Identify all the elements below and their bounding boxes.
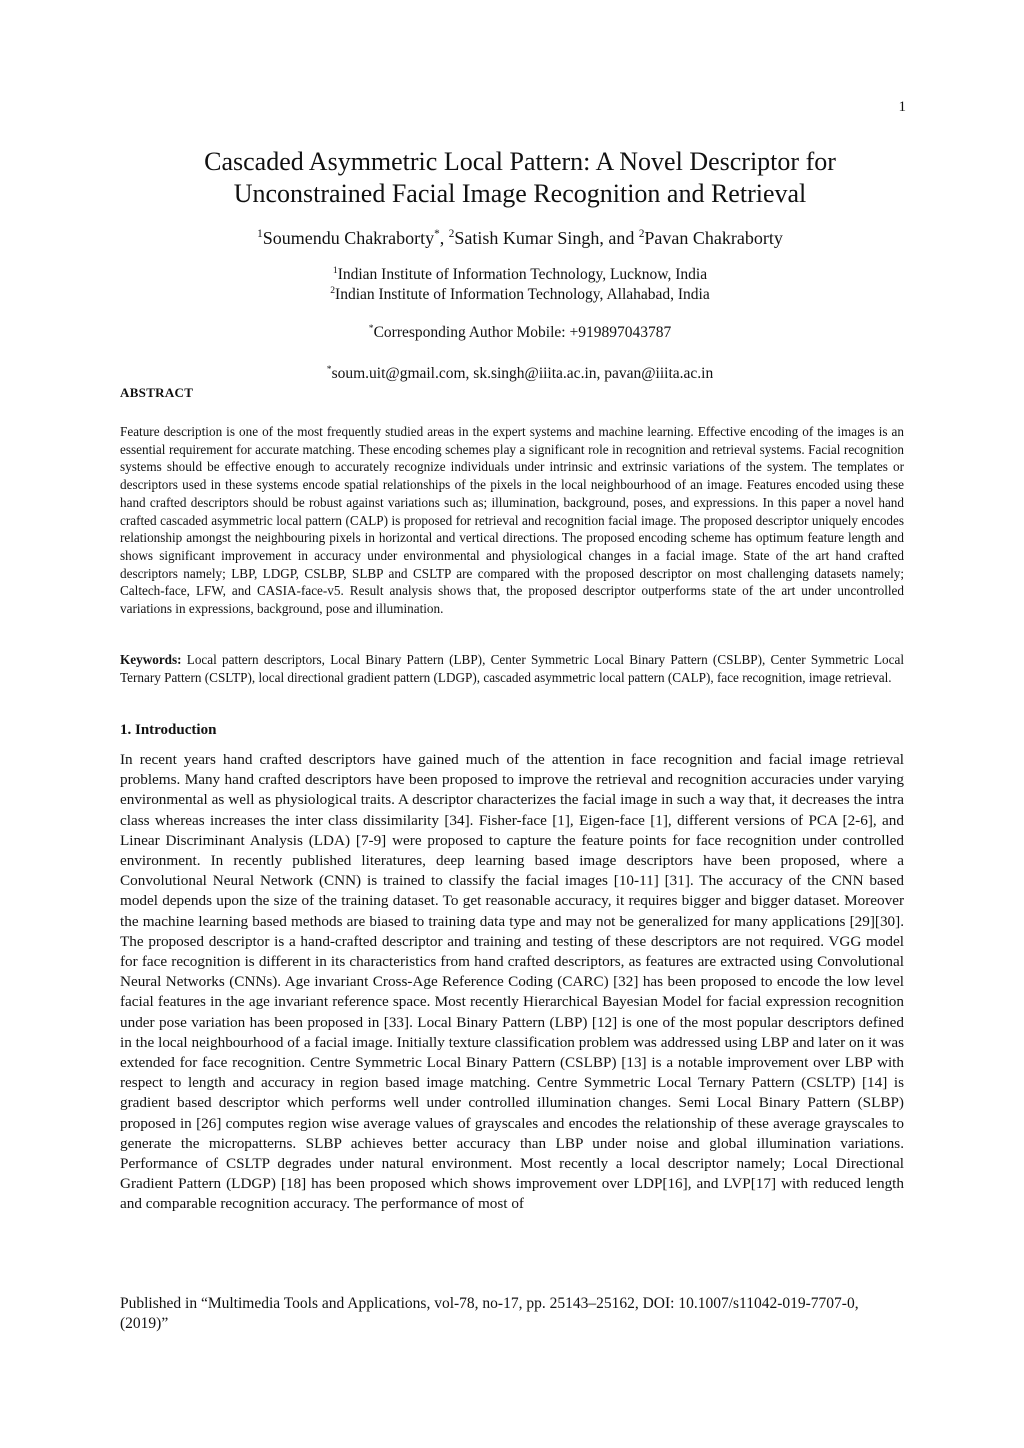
section-heading-introduction: 1. Introduction <box>120 722 217 738</box>
author-2-affil-mark: 2 <box>448 228 455 240</box>
introduction-text: In recent years hand crafted descriptors have gained much of the attention in face recognition and facial image retrieval problems. Many hand crafted descriptors have been proposed to improve the retrieval and recognition accuracies under varying environmental as well as physiological traits. A descriptor characterizes the facial image in such a way that, it decreases the intra class whereas increases the inter class dissimilarity [34]. Fisher-face [1], Eigen-face [1], different versions of PCA [2-6], and Linear Discriminant Analysis (LDA) [7-9] were proposed to capture the feature points for face recognition under controlled environment. In recently published literatures, deep learning based image descriptors have been proposed, where a Convolutional Neural Network (CNN) is trained to classify the facial images [10-11] [31]. The accuracy of the CNN based model depends upon the size of the training dataset. To get reasonable accuracy, it requires bigger and bigger dataset. Moreover the machine learning based methods are biased to training data type and may not be generalized for many applications [29][30]. The proposed descriptor is a hand-crafted descriptor and training and testing of these descriptors are not required. VGG model for face recognition is different in its characteristics from hand crafted descriptors, as features are extracted using Convolutional Neural Networks (CNNs). Age invariant Cross-Age Reference Coding (CARC) [32] has been proposed to encode the low level facial features in the age invariant reference space. Most recently Hierarchical Bayesian Model for facial expression recognition under pose variation has been proposed in [33]. Local Binary Pattern (LBP) [12] is one of the most popular descriptors defined in the local neighbourhood of a facial image. Initially texture classification problem was addressed using LBP and later on it was extended for face recognition. Centre Symmetric Local Binary Pattern (CSLBP) [13] is a notable improvement over LBP with respect to length and accuracy in region based image matching. Centre Symmetric Local Ternary Pattern (CSLTP) [14] is gradient based descriptor which performs well under controlled illumination changes. Semi Local Binary Pattern (SLBP) proposed in [26] computes region wise average values of grayscales and encodes the relationship of these average grayscales to generate the micropatterns. SLBP achieves better accuracy than LBP under noise and global illumination variations. Performance of CSLTP degrades under natural environment. Most recently a local descriptor namely; Local Directional Gradient Pattern (LDGP) [18] has been proposed which shows improvement over LDP[16], and LVP[17] with reduced length and comparable recognition accuracy. The performance of most of <box>120 751 904 1213</box>
affiliation-1-text: Indian Institute of Information Technology, Lucknow, India <box>337 266 708 283</box>
affiliation-2-mark: 2 <box>330 284 336 296</box>
corresponding-author-mark: * <box>368 322 374 334</box>
affiliation-2-text: Indian Institute of Information Technology, Allahabad, India <box>335 286 710 303</box>
affiliation-1 <box>120 265 920 285</box>
corresponding-author-text: Corresponding Author Mobile: +919897043787 <box>373 324 672 341</box>
author-separator: , <box>439 228 449 248</box>
author-emails <box>120 364 920 384</box>
affiliation-1-mark: 1 <box>332 264 338 276</box>
corresponding-author <box>120 323 920 343</box>
author-1-name: Soumendu Chakraborty <box>262 228 435 248</box>
emails-text: soum.uit@gmail.com, sk.singh@iiita.ac.in, pavan@iiita.ac.in <box>331 365 714 382</box>
author-list <box>120 226 920 250</box>
title-line-2: Unconstrained Facial Image Recognition and Retrieval <box>233 179 807 208</box>
author-1-affil-mark: 1 <box>257 228 263 240</box>
publication-footer: Published in “Multimedia Tools and Applications, vol-78, no-17, pp. 25143–25162, DOI: 10.1007/s11042-019-7707-0, (2019)” <box>120 1295 859 1332</box>
paper-title <box>120 146 920 210</box>
emails-mark: * <box>326 363 332 375</box>
keywords-paragraph <box>120 651 904 686</box>
page-number: 1 <box>898 99 906 115</box>
author-2-name: Satish Kumar Singh, and <box>454 228 639 248</box>
abstract-heading: ABSTRACT <box>120 385 194 400</box>
abstract-text: Feature description is one of the most frequently studied areas in the expert systems and machine learning. Effective encoding of the images is an essential requirement for accurate matching. These encoding schemes play a significant role in recognition and retrieval systems. Facial recognition systems should be effective enough to accurately recognize individuals under intrinsic and extrinsic variations of the system. The templates or descriptors used in these systems encode spatial relationships of the pixels in the local neighbourhood of an image. Features encoded using these hand crafted descriptors should be robust against variations such as; illumination, background, poses, and expressions. In this paper a novel hand crafted cascaded asymmetric local pattern (CALP) is proposed for retrieval and recognition facial image. The proposed descriptor uniquely encodes relationship amongst the neighbouring pixels in horizontal and vertical directions. The proposed encoding scheme has optimum feature length and shows significant improvement in accuracy under environmental and physiological changes in a facial image. State of the art hand crafted descriptors namely; LBP, LDGP, CSLBP, SLBP and CSLTP are compared with the proposed descriptor on most challenging datasets namely; Caltech-face, LFW, and CASIA-face-v5. Result analysis shows that, the proposed descriptor outperforms state of the art under uncontrolled variations in expressions, background, pose and illumination. <box>120 424 904 617</box>
keywords-text: Local pattern descriptors, Local Binary Pattern (LBP), Center Symmetric Local Binary Pattern (CSLBP), Center Symmetric Local Ternary Pattern (CSLTP), local directional gradient pattern (LDGP), cascaded asymmetric local pattern (CALP), face recognition, image retrieval. <box>120 652 904 685</box>
title-line-1: Cascaded Asymmetric Local Pattern: A Novel Descriptor for <box>204 147 836 176</box>
author-3-name: Pavan Chakraborty <box>644 228 783 248</box>
keywords-label: Keywords: <box>120 652 182 667</box>
author-3-affil-mark: 2 <box>638 228 645 240</box>
affiliation-2 <box>120 285 920 305</box>
corresponding-mark: * <box>434 228 440 240</box>
